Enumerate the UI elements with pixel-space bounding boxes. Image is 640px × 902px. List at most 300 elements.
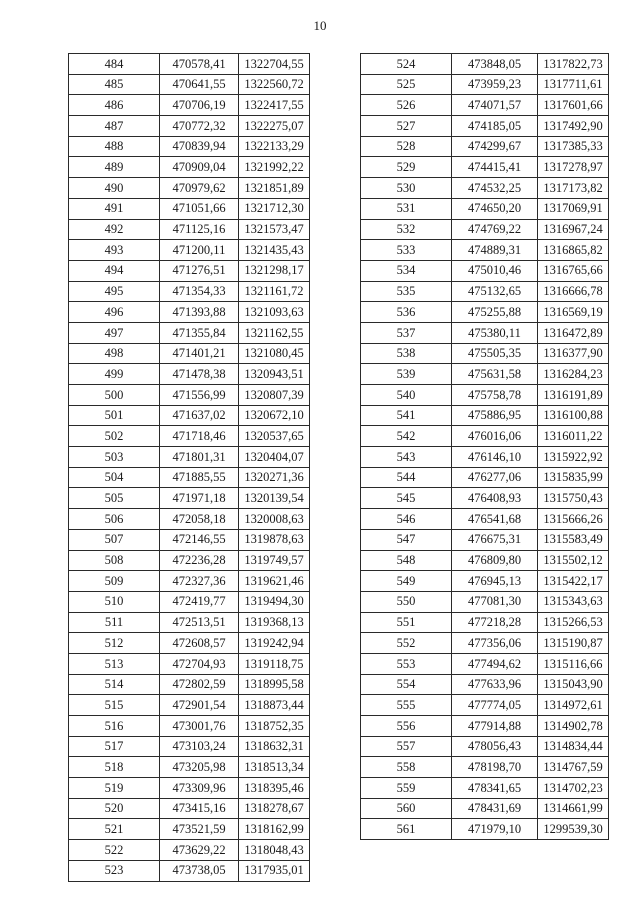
point-number-cell: 557 <box>361 736 452 757</box>
table-row <box>361 426 609 447</box>
y-coordinate-cell: 1315922,92 <box>538 447 609 468</box>
table-row <box>361 488 609 509</box>
y-coordinate-cell: 1316100,88 <box>538 405 609 426</box>
table-row <box>361 695 609 716</box>
x-coordinate-cell: 476146,10 <box>452 447 538 468</box>
y-coordinate-cell: 1315422,17 <box>538 571 609 592</box>
x-coordinate-cell: 471354,33 <box>160 281 239 302</box>
y-coordinate-cell: 1321093,63 <box>239 302 310 323</box>
table-row <box>361 757 609 778</box>
y-coordinate-cell: 1318162,99 <box>239 819 310 840</box>
x-coordinate-cell: 473521,59 <box>160 819 239 840</box>
point-number-cell: 548 <box>361 550 452 571</box>
y-coordinate-cell: 1322704,55 <box>239 54 310 75</box>
point-number-cell: 518 <box>69 757 160 778</box>
x-coordinate-cell: 473738,05 <box>160 860 239 881</box>
y-coordinate-cell: 1315666,26 <box>538 509 609 530</box>
x-coordinate-cell: 470772,32 <box>160 116 239 137</box>
y-coordinate-cell: 1319621,46 <box>239 571 310 592</box>
table-row <box>69 240 310 261</box>
point-number-cell: 531 <box>361 198 452 219</box>
y-coordinate-cell: 1321992,22 <box>239 157 310 178</box>
point-number-cell: 507 <box>69 529 160 550</box>
x-coordinate-cell: 471979,10 <box>452 819 538 840</box>
x-coordinate-cell: 477633,96 <box>452 674 538 695</box>
table-row <box>361 116 609 137</box>
point-number-cell: 501 <box>69 405 160 426</box>
y-coordinate-cell: 1318395,46 <box>239 778 310 799</box>
y-coordinate-cell: 1318278,67 <box>239 798 310 819</box>
x-coordinate-cell: 473309,96 <box>160 778 239 799</box>
point-number-cell: 510 <box>69 591 160 612</box>
y-coordinate-cell: 1314972,61 <box>538 695 609 716</box>
table-row <box>361 219 609 240</box>
y-coordinate-cell: 1315043,90 <box>538 674 609 695</box>
table-row <box>361 240 609 261</box>
point-number-cell: 526 <box>361 95 452 116</box>
point-number-cell: 559 <box>361 778 452 799</box>
x-coordinate-cell: 475758,78 <box>452 385 538 406</box>
x-coordinate-cell: 471478,38 <box>160 364 239 385</box>
x-coordinate-cell: 471801,31 <box>160 447 239 468</box>
x-coordinate-cell: 471393,88 <box>160 302 239 323</box>
point-number-cell: 556 <box>361 716 452 737</box>
y-coordinate-cell: 1315190,87 <box>538 633 609 654</box>
y-coordinate-cell: 1322133,29 <box>239 136 310 157</box>
point-number-cell: 519 <box>69 778 160 799</box>
point-number-cell: 553 <box>361 653 452 674</box>
x-coordinate-cell: 472058,18 <box>160 509 239 530</box>
y-coordinate-cell: 1315750,43 <box>538 488 609 509</box>
y-coordinate-cell: 1317069,91 <box>538 198 609 219</box>
table-row <box>361 591 609 612</box>
y-coordinate-cell: 1318752,35 <box>239 716 310 737</box>
x-coordinate-cell: 471200,11 <box>160 240 239 261</box>
x-coordinate-cell: 471885,55 <box>160 467 239 488</box>
point-number-cell: 494 <box>69 260 160 281</box>
point-number-cell: 533 <box>361 240 452 261</box>
y-coordinate-cell: 1320672,10 <box>239 405 310 426</box>
point-number-cell: 508 <box>69 550 160 571</box>
point-number-cell: 502 <box>69 426 160 447</box>
point-number-cell: 555 <box>361 695 452 716</box>
y-coordinate-cell: 1299539,30 <box>538 819 609 840</box>
table-row <box>69 136 310 157</box>
y-coordinate-cell: 1320139,54 <box>239 488 310 509</box>
table-row <box>361 798 609 819</box>
x-coordinate-cell: 478056,43 <box>452 736 538 757</box>
table-row <box>69 591 310 612</box>
table-row <box>361 95 609 116</box>
x-coordinate-cell: 476675,31 <box>452 529 538 550</box>
y-coordinate-cell: 1315266,53 <box>538 612 609 633</box>
table-row <box>69 757 310 778</box>
x-coordinate-cell: 471355,84 <box>160 322 239 343</box>
y-coordinate-cell: 1322417,55 <box>239 95 310 116</box>
table-row <box>361 54 609 75</box>
table-row <box>69 467 310 488</box>
point-number-cell: 538 <box>361 343 452 364</box>
table-row <box>69 550 310 571</box>
table-row <box>361 198 609 219</box>
point-number-cell: 500 <box>69 385 160 406</box>
x-coordinate-cell: 474650,20 <box>452 198 538 219</box>
table-row <box>361 509 609 530</box>
point-number-cell: 512 <box>69 633 160 654</box>
point-number-cell: 545 <box>361 488 452 509</box>
x-coordinate-cell: 477356,06 <box>452 633 538 654</box>
table-row <box>69 633 310 654</box>
x-coordinate-cell: 471276,51 <box>160 260 239 281</box>
x-coordinate-cell: 472327,36 <box>160 571 239 592</box>
x-coordinate-cell: 477218,28 <box>452 612 538 633</box>
point-number-cell: 504 <box>69 467 160 488</box>
point-number-cell: 532 <box>361 219 452 240</box>
point-number-cell: 515 <box>69 695 160 716</box>
x-coordinate-cell: 474185,05 <box>452 116 538 137</box>
table-row <box>361 467 609 488</box>
x-coordinate-cell: 472901,54 <box>160 695 239 716</box>
point-number-cell: 549 <box>361 571 452 592</box>
point-number-cell: 561 <box>361 819 452 840</box>
table-row <box>361 157 609 178</box>
y-coordinate-cell: 1320943,51 <box>239 364 310 385</box>
point-number-cell: 496 <box>69 302 160 323</box>
table-row <box>69 116 310 137</box>
table-row <box>69 571 310 592</box>
y-coordinate-cell: 1317492,90 <box>538 116 609 137</box>
y-coordinate-cell: 1317935,01 <box>239 860 310 881</box>
x-coordinate-cell: 473205,98 <box>160 757 239 778</box>
point-number-cell: 499 <box>69 364 160 385</box>
table-row <box>69 95 310 116</box>
point-number-cell: 530 <box>361 178 452 199</box>
x-coordinate-cell: 473103,24 <box>160 736 239 757</box>
point-number-cell: 547 <box>361 529 452 550</box>
y-coordinate-cell: 1315116,66 <box>538 653 609 674</box>
point-number-cell: 503 <box>69 447 160 468</box>
y-coordinate-cell: 1316569,19 <box>538 302 609 323</box>
table-row <box>69 674 310 695</box>
x-coordinate-cell: 476277,06 <box>452 467 538 488</box>
table-row <box>361 178 609 199</box>
point-number-cell: 487 <box>69 116 160 137</box>
x-coordinate-cell: 470979,62 <box>160 178 239 199</box>
coordinates-table-left <box>68 53 310 882</box>
coordinates-table-right <box>360 53 609 840</box>
table-row <box>361 74 609 95</box>
point-number-cell: 540 <box>361 385 452 406</box>
x-coordinate-cell: 473001,76 <box>160 716 239 737</box>
y-coordinate-cell: 1316377,90 <box>538 343 609 364</box>
table-row <box>69 840 310 861</box>
y-coordinate-cell: 1317822,73 <box>538 54 609 75</box>
table-row <box>361 136 609 157</box>
point-number-cell: 490 <box>69 178 160 199</box>
y-coordinate-cell: 1319878,63 <box>239 529 310 550</box>
table-row <box>361 571 609 592</box>
x-coordinate-cell: 471051,66 <box>160 198 239 219</box>
table-row <box>361 364 609 385</box>
y-coordinate-cell: 1315502,12 <box>538 550 609 571</box>
y-coordinate-cell: 1317601,66 <box>538 95 609 116</box>
point-number-cell: 544 <box>361 467 452 488</box>
y-coordinate-cell: 1319749,57 <box>239 550 310 571</box>
y-coordinate-cell: 1320404,07 <box>239 447 310 468</box>
x-coordinate-cell: 478431,69 <box>452 798 538 819</box>
point-number-cell: 536 <box>361 302 452 323</box>
x-coordinate-cell: 472513,51 <box>160 612 239 633</box>
y-coordinate-cell: 1321851,89 <box>239 178 310 199</box>
table-row <box>69 488 310 509</box>
point-number-cell: 528 <box>361 136 452 157</box>
y-coordinate-cell: 1321573,47 <box>239 219 310 240</box>
x-coordinate-cell: 471971,18 <box>160 488 239 509</box>
point-number-cell: 527 <box>361 116 452 137</box>
y-coordinate-cell: 1320271,36 <box>239 467 310 488</box>
table-row <box>361 612 609 633</box>
y-coordinate-cell: 1316865,82 <box>538 240 609 261</box>
point-number-cell: 484 <box>69 54 160 75</box>
x-coordinate-cell: 472419,77 <box>160 591 239 612</box>
table-row <box>69 426 310 447</box>
table-row <box>361 260 609 281</box>
y-coordinate-cell: 1321298,17 <box>239 260 310 281</box>
table-row <box>69 695 310 716</box>
x-coordinate-cell: 474299,67 <box>452 136 538 157</box>
x-coordinate-cell: 473629,22 <box>160 840 239 861</box>
point-number-cell: 523 <box>69 860 160 881</box>
point-number-cell: 537 <box>361 322 452 343</box>
table-row <box>69 798 310 819</box>
x-coordinate-cell: 470706,19 <box>160 95 239 116</box>
x-coordinate-cell: 470909,04 <box>160 157 239 178</box>
y-coordinate-cell: 1314834,44 <box>538 736 609 757</box>
table-row <box>69 157 310 178</box>
table-row <box>361 281 609 302</box>
point-number-cell: 524 <box>361 54 452 75</box>
point-number-cell: 516 <box>69 716 160 737</box>
table-row <box>361 633 609 654</box>
x-coordinate-cell: 474071,57 <box>452 95 538 116</box>
table-row <box>69 405 310 426</box>
point-number-cell: 525 <box>361 74 452 95</box>
point-number-cell: 529 <box>361 157 452 178</box>
y-coordinate-cell: 1319242,94 <box>239 633 310 654</box>
point-number-cell: 506 <box>69 509 160 530</box>
point-number-cell: 539 <box>361 364 452 385</box>
point-number-cell: 513 <box>69 653 160 674</box>
y-coordinate-cell: 1316191,89 <box>538 385 609 406</box>
point-number-cell: 522 <box>69 840 160 861</box>
y-coordinate-cell: 1317385,33 <box>538 136 609 157</box>
x-coordinate-cell: 474415,41 <box>452 157 538 178</box>
x-coordinate-cell: 473959,23 <box>452 74 538 95</box>
y-coordinate-cell: 1321162,55 <box>239 322 310 343</box>
table-row <box>69 260 310 281</box>
table-row <box>69 819 310 840</box>
x-coordinate-cell: 476408,93 <box>452 488 538 509</box>
table-row <box>361 529 609 550</box>
x-coordinate-cell: 472802,59 <box>160 674 239 695</box>
table-row <box>69 281 310 302</box>
point-number-cell: 514 <box>69 674 160 695</box>
x-coordinate-cell: 471637,02 <box>160 405 239 426</box>
table-row <box>69 54 310 75</box>
x-coordinate-cell: 470839,94 <box>160 136 239 157</box>
y-coordinate-cell: 1318632,31 <box>239 736 310 757</box>
y-coordinate-cell: 1314767,59 <box>538 757 609 778</box>
point-number-cell: 552 <box>361 633 452 654</box>
y-coordinate-cell: 1321712,30 <box>239 198 310 219</box>
y-coordinate-cell: 1316967,24 <box>538 219 609 240</box>
x-coordinate-cell: 475132,65 <box>452 281 538 302</box>
x-coordinate-cell: 477774,05 <box>452 695 538 716</box>
table-row <box>69 219 310 240</box>
x-coordinate-cell: 476945,13 <box>452 571 538 592</box>
point-number-cell: 497 <box>69 322 160 343</box>
y-coordinate-cell: 1317711,61 <box>538 74 609 95</box>
page-number: 10 <box>313 18 327 33</box>
x-coordinate-cell: 472704,93 <box>160 653 239 674</box>
table-row <box>69 653 310 674</box>
y-coordinate-cell: 1319368,13 <box>239 612 310 633</box>
point-number-cell: 521 <box>69 819 160 840</box>
point-number-cell: 495 <box>69 281 160 302</box>
point-number-cell: 498 <box>69 343 160 364</box>
table-row <box>361 819 609 840</box>
point-number-cell: 509 <box>69 571 160 592</box>
point-number-cell: 489 <box>69 157 160 178</box>
y-coordinate-cell: 1322275,07 <box>239 116 310 137</box>
table-row <box>361 302 609 323</box>
x-coordinate-cell: 471556,99 <box>160 385 239 406</box>
x-coordinate-cell: 477914,88 <box>452 716 538 737</box>
y-coordinate-cell: 1317173,82 <box>538 178 609 199</box>
x-coordinate-cell: 472146,55 <box>160 529 239 550</box>
point-number-cell: 491 <box>69 198 160 219</box>
point-number-cell: 558 <box>361 757 452 778</box>
table-row <box>69 385 310 406</box>
table-row <box>69 302 310 323</box>
table-row <box>361 385 609 406</box>
point-number-cell: 488 <box>69 136 160 157</box>
x-coordinate-cell: 477494,62 <box>452 653 538 674</box>
y-coordinate-cell: 1316472,89 <box>538 322 609 343</box>
y-coordinate-cell: 1318995,58 <box>239 674 310 695</box>
y-coordinate-cell: 1316765,66 <box>538 260 609 281</box>
x-coordinate-cell: 476541,68 <box>452 509 538 530</box>
x-coordinate-cell: 475380,11 <box>452 322 538 343</box>
table-row <box>69 178 310 199</box>
y-coordinate-cell: 1316666,78 <box>538 281 609 302</box>
x-coordinate-cell: 473848,05 <box>452 54 538 75</box>
table-row <box>69 778 310 799</box>
table-row <box>69 198 310 219</box>
x-coordinate-cell: 475505,35 <box>452 343 538 364</box>
y-coordinate-cell: 1315583,49 <box>538 529 609 550</box>
point-number-cell: 517 <box>69 736 160 757</box>
table-row <box>361 405 609 426</box>
x-coordinate-cell: 477081,30 <box>452 591 538 612</box>
x-coordinate-cell: 478198,70 <box>452 757 538 778</box>
y-coordinate-cell: 1314702,23 <box>538 778 609 799</box>
y-coordinate-cell: 1322560,72 <box>239 74 310 95</box>
x-coordinate-cell: 471125,16 <box>160 219 239 240</box>
point-number-cell: 492 <box>69 219 160 240</box>
x-coordinate-cell: 478341,65 <box>452 778 538 799</box>
table-row <box>361 343 609 364</box>
x-coordinate-cell: 476809,80 <box>452 550 538 571</box>
table-row <box>361 736 609 757</box>
table-row <box>69 716 310 737</box>
y-coordinate-cell: 1315835,99 <box>538 467 609 488</box>
table-body <box>361 54 609 840</box>
y-coordinate-cell: 1321435,43 <box>239 240 310 261</box>
y-coordinate-cell: 1320807,39 <box>239 385 310 406</box>
point-number-cell: 546 <box>361 509 452 530</box>
table-row <box>69 343 310 364</box>
y-coordinate-cell: 1315343,63 <box>538 591 609 612</box>
y-coordinate-cell: 1319118,75 <box>239 653 310 674</box>
point-number-cell: 505 <box>69 488 160 509</box>
point-number-cell: 554 <box>361 674 452 695</box>
y-coordinate-cell: 1318873,44 <box>239 695 310 716</box>
point-number-cell: 541 <box>361 405 452 426</box>
table-row <box>69 529 310 550</box>
y-coordinate-cell: 1319494,30 <box>239 591 310 612</box>
y-coordinate-cell: 1317278,97 <box>538 157 609 178</box>
table-row <box>361 550 609 571</box>
x-coordinate-cell: 472236,28 <box>160 550 239 571</box>
point-number-cell: 560 <box>361 798 452 819</box>
table-row <box>361 447 609 468</box>
table-row <box>361 322 609 343</box>
table-body <box>69 54 310 882</box>
y-coordinate-cell: 1321161,72 <box>239 281 310 302</box>
point-number-cell: 535 <box>361 281 452 302</box>
y-coordinate-cell: 1321080,45 <box>239 343 310 364</box>
point-number-cell: 543 <box>361 447 452 468</box>
x-coordinate-cell: 471401,21 <box>160 343 239 364</box>
x-coordinate-cell: 470578,41 <box>160 54 239 75</box>
table-row <box>69 736 310 757</box>
x-coordinate-cell: 471718,46 <box>160 426 239 447</box>
point-number-cell: 493 <box>69 240 160 261</box>
table-row <box>361 778 609 799</box>
table-row <box>69 322 310 343</box>
x-coordinate-cell: 474889,31 <box>452 240 538 261</box>
point-number-cell: 485 <box>69 74 160 95</box>
x-coordinate-cell: 476016,06 <box>452 426 538 447</box>
table-row <box>69 447 310 468</box>
x-coordinate-cell: 475010,46 <box>452 260 538 281</box>
point-number-cell: 511 <box>69 612 160 633</box>
y-coordinate-cell: 1316284,23 <box>538 364 609 385</box>
table-row <box>69 74 310 95</box>
x-coordinate-cell: 475886,95 <box>452 405 538 426</box>
table-row <box>361 653 609 674</box>
x-coordinate-cell: 474532,25 <box>452 178 538 199</box>
table-row <box>69 364 310 385</box>
x-coordinate-cell: 474769,22 <box>452 219 538 240</box>
table-row <box>69 509 310 530</box>
point-number-cell: 550 <box>361 591 452 612</box>
y-coordinate-cell: 1318513,34 <box>239 757 310 778</box>
y-coordinate-cell: 1320537,65 <box>239 426 310 447</box>
y-coordinate-cell: 1314902,78 <box>538 716 609 737</box>
x-coordinate-cell: 472608,57 <box>160 633 239 654</box>
